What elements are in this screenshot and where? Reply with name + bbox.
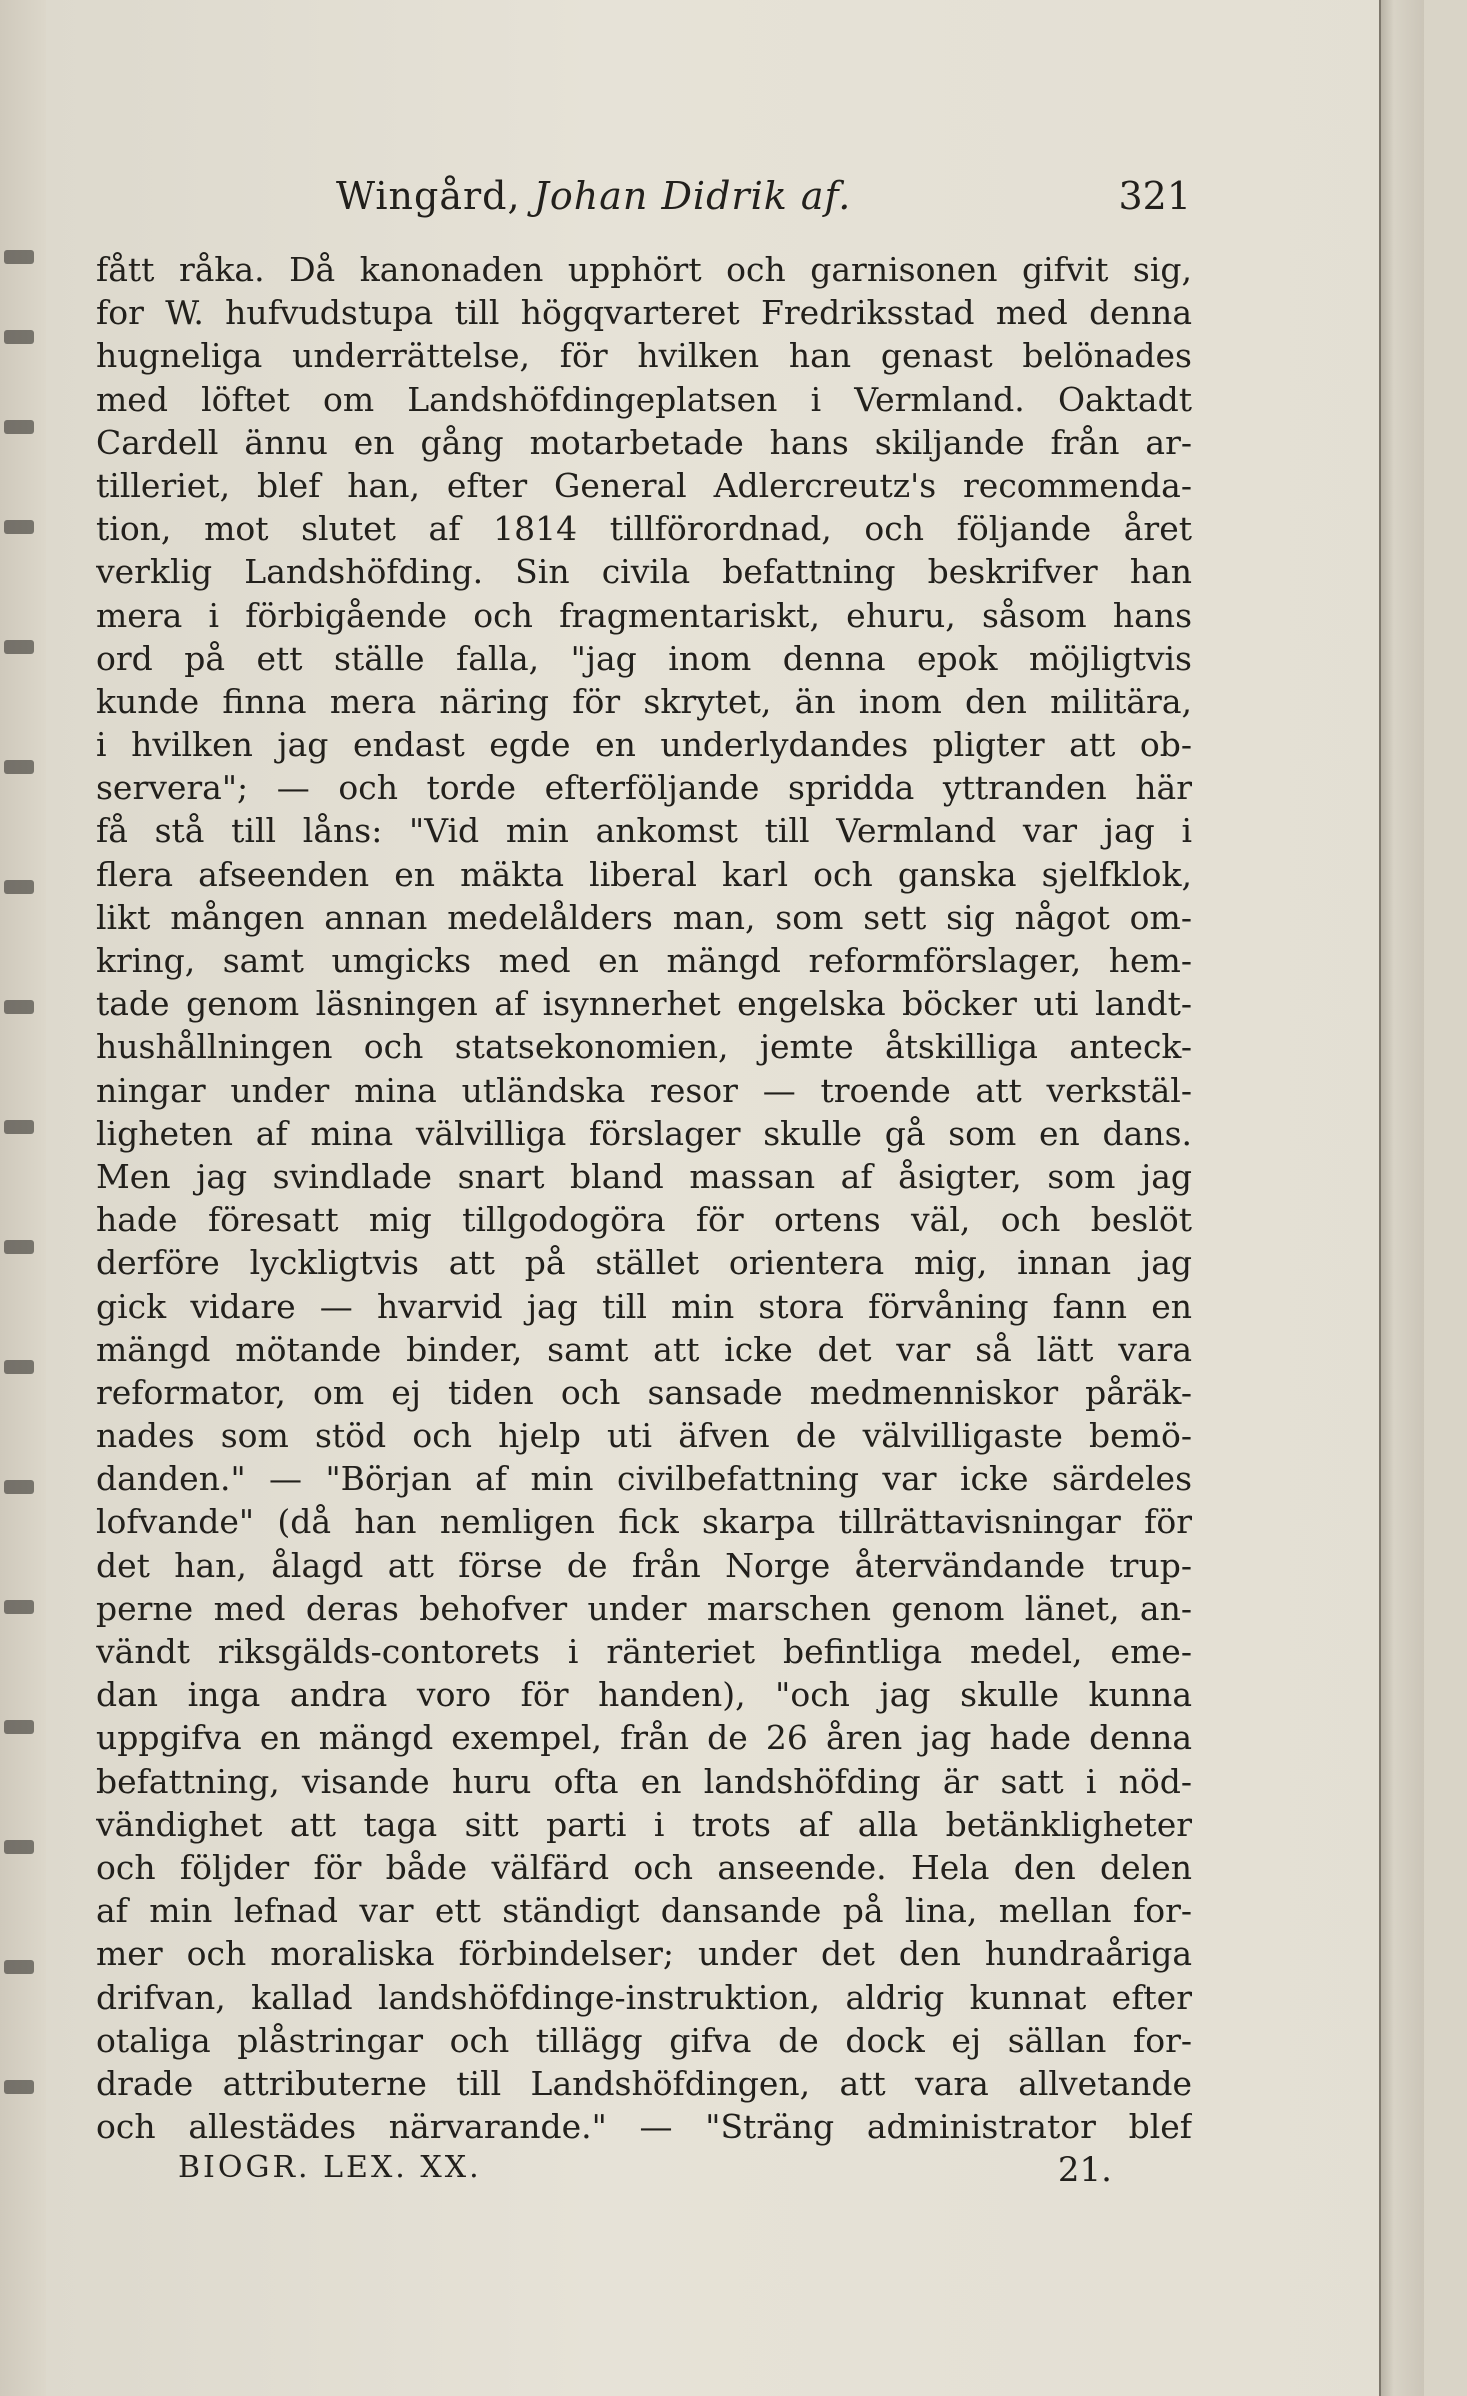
text-line: mer och moraliska förbindelser; under det den hundraåriga <box>96 1934 1192 1974</box>
text-line: kunde finna mera näring för skrytet, än inom den militära, <box>96 681 1192 721</box>
running-head <box>46 168 1191 228</box>
text-line: befattning, visande huru ofta en landshöfding är satt i nöd- <box>96 1761 1192 1801</box>
text-line: och allestädes närvarande." — "Sträng administrator blef <box>96 2107 1192 2147</box>
text-line: fått råka. Då kanonaden upphört och garnisonen gifvit sig, <box>96 250 1192 289</box>
text-line: nades som stöd och hjelp uti äfven de välvilligaste bemö- <box>96 1416 1192 1456</box>
running-head-title <box>336 174 851 218</box>
bleed-through-mark <box>4 1840 34 1854</box>
text-line: servera"; — och torde efterföljande spridda yttranden här <box>96 768 1192 808</box>
text-line: hade föresatt mig tillgodogöra för ortens väl, och beslöt <box>96 1200 1192 1240</box>
bleed-through-mark <box>4 1000 34 1014</box>
text-line: det han, ålagd att förse de från Norge återvändande trup- <box>96 1545 1192 1585</box>
text-line: Cardell ännu en gång motarbetade hans skiljande från ar- <box>96 422 1192 462</box>
bleed-through-mark <box>4 420 34 434</box>
bleed-through-mark <box>4 1960 34 1974</box>
text-line: vändighet att taga sitt parti i trots af alla betänkligheter <box>96 1804 1192 1844</box>
text-line: danden." — "Början af min civilbefattning var icke särdeles <box>96 1459 1192 1499</box>
sheet-number: 21. <box>1057 2150 1112 2190</box>
bleed-through-mark <box>4 330 34 344</box>
page-footer <box>96 2150 1112 2200</box>
text-line: otaliga plåstringar och tillägg gifva de dock ej sällan for- <box>96 2020 1192 2060</box>
text-line: lofvande" (då han nemligen fick skarpa tillrättavisningar för <box>96 1502 1192 1542</box>
bleed-through-mark <box>4 2080 34 2094</box>
text-line: ligheten af mina välvilliga förslager skulle gå som en dans. <box>96 1113 1192 1153</box>
text-line: mängd mötande binder, samt att icke det var så lätt vara <box>96 1329 1192 1369</box>
bleed-through-mark <box>4 1360 34 1374</box>
running-head-surname: Wingård, <box>336 174 521 218</box>
page-right-edge <box>1379 0 1424 2396</box>
text-line: ningar under mina utländska resor — troende att verkstäl- <box>96 1070 1192 1110</box>
text-line: mera i förbigående och fragmentariskt, ehuru, såsom hans <box>96 595 1192 635</box>
text-line: flera afseenden en mäkta liberal karl och ganska sjelfklok, <box>96 854 1192 894</box>
bleed-through-mark <box>4 1720 34 1734</box>
text-line: af min lefnad var ett ständigt dansande på lina, mellan for- <box>96 1891 1192 1931</box>
bleed-through-mark <box>4 760 34 774</box>
text-line: dan inga andra voro för handen), "och jag skulle kunna <box>96 1675 1192 1715</box>
body-text <box>96 248 1192 2148</box>
text-line: med löftet om Landshöfdingeplatsen i Vermland. Oaktadt <box>96 379 1192 419</box>
facing-page-edge <box>0 0 46 2396</box>
bleed-through-mark <box>4 640 34 654</box>
text-line: hugneliga underrättelse, för hvilken han genast belönades <box>96 336 1192 376</box>
bleed-through-mark <box>4 1600 34 1614</box>
running-head-given-names: Johan Didrik af. <box>533 174 852 218</box>
text-line: likt mången annan medelålders man, som sett sig något om- <box>96 897 1192 937</box>
text-line: Men jag svindlade snart bland massan af åsigter, som jag <box>96 1156 1192 1196</box>
text-line: drade attributerne till Landshöfdingen, att vara allvetande <box>96 2063 1192 2103</box>
bleed-through-mark <box>4 250 34 264</box>
text-line: tion, mot slutet af 1814 tillförordnad, och följande året <box>96 509 1192 549</box>
bleed-through-mark <box>4 1240 34 1254</box>
text-line: verklig Landshöfding. Sin civila befattning beskrifver han <box>96 552 1192 592</box>
text-line: tilleriet, blef han, efter General Adlercreutz's recommenda- <box>96 465 1192 505</box>
text-line: hushållningen och statsekonomien, jemte åtskilliga anteck- <box>96 1027 1192 1067</box>
text-line: och följder för både välfärd och anseende. Hela den delen <box>96 1847 1192 1887</box>
signature-mark: BIOGR. LEX. XX. <box>178 2150 482 2185</box>
text-line: reformator, om ej tiden och sansade medmenniskor påräk- <box>96 1372 1192 1412</box>
text-line: drifvan, kallad landshöfdinge-instruktion, aldrig kunnat efter <box>96 1977 1192 2017</box>
text-line: for W. hufvudstupa till högqvarteret Fredriksstad med denna <box>96 293 1192 333</box>
text-line: gick vidare — hvarvid jag till min stora förvåning fann en <box>96 1286 1192 1326</box>
bleed-through-mark <box>4 1480 34 1494</box>
text-line: perne med deras behofver under marschen genom länet, an- <box>96 1588 1192 1628</box>
bleed-through-mark <box>4 520 34 534</box>
bleed-through-mark <box>4 1120 34 1134</box>
page-number: 321 <box>1118 174 1191 218</box>
text-line: ord på ett ställe falla, "jag inom denna epok möjligtvis <box>96 638 1192 678</box>
text-line: tade genom läsningen af isynnerhet engelska böcker uti landt- <box>96 984 1192 1024</box>
text-line: få stå till låns: "Vid min ankomst till Vermland var jag i <box>96 811 1192 851</box>
text-line: kring, samt umgicks med en mängd reformförslager, hem- <box>96 941 1192 980</box>
text-line: uppgifva en mängd exempel, från de 26 åren jag hade denna <box>96 1718 1192 1758</box>
bleed-through-mark <box>4 880 34 894</box>
text-line: i hvilken jag endast egde en underlydandes pligter att ob- <box>96 725 1192 765</box>
text-line: vändt riksgälds-contorets i ränteriet befintliga medel, eme- <box>96 1632 1192 1671</box>
text-line: derföre lyckligtvis att på stället orientera mig, innan jag <box>96 1243 1192 1283</box>
